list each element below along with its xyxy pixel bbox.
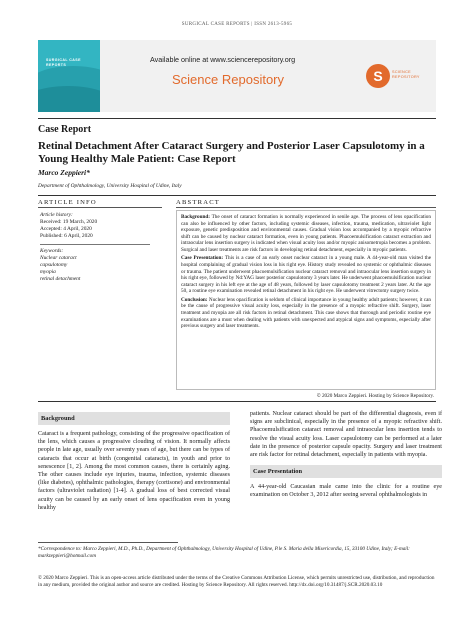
body-paragraph: Cataract is a frequent pathology, consisting of the progressive opacification of the lens, which causes a progressive clouding of vision. It normally affects people in late age, usually over seventy years of age, but there can be types of cataracts that occur at birth (congenital cataracts), in youth and prior to senescence [1, 2]. Among the most common causes, there is certainly aging. The other causes include eye injuries, trauma, infection, systemic diseases (like diabetes), ophthalmic pathologies, therapy (cortisone) and environmental factors (ultraviolet radiation) [1-4]. A gradual loss of best corrected visual acuity can be caused by an early onset of lens opacification even in young healthy [38,431,230,511]
received-date: Received: 19 March, 2020 [40,219,98,225]
abstract-case [181,255,431,295]
keyword: capsulotomy [40,261,68,268]
history-label: Article history: [40,212,73,218]
logo-wordmark: SCIENCE REPOSITORY [392,70,420,79]
author-name: Marco Zeppieri* [38,168,90,177]
conclusion-label: Conclusion: [181,296,208,303]
background-section-heading: Background [38,412,230,425]
author-affiliation: Department of Ophthalmology, University Hospital of Udine, Italy [38,183,182,189]
case-section-heading: Case Presentation [250,465,442,478]
cover-title: SURGICAL CASE REPORTS [46,58,81,67]
correspondence-footnote: *Correspondence to: Marco Zeppieri, M.D., Ph.D., Department of Ophthalmology, University Hospital of Udine, P.le S. Maria della Misericordia, 15, 33100 Udine, Italy; E-mail: markzeppieri@hotmail.com [38,546,410,559]
science-repository-logo-icon: S [366,64,390,88]
divider [38,207,162,208]
license-statement: © 2020 Marco Zeppieri. This is an open-access article distributed under the terms of the Creative Commons Attribution License, which permits unrestricted use, distribution, and reproduction in any medium, provided the original author and source are credited. Hosting by Science Repository. All rights reserved. http://dx.doi.org/10.31487/j.SCR.2020.03.10 [38,575,435,588]
keyword: myopia [40,268,56,275]
background-label: Background: [181,214,211,220]
body-left-column [38,412,230,515]
background-text: The onset of cataract formation is normally experienced in senile age. The process of lens opacification can also be influenced by other factors, including systemic diseases, infection, trauma, medication, ultraviolet light exposure, genetic predisposition and environmental causes. Gradual vision loss accompanied by a myopic refractive shift can be caused by nuclear cataract formation, even in young patients. Phacoemulsification cataract extraction and intraocular lens insertion surgery is indicated when visual acuity loss and/or myopic anisometropia becomes a problem. Surgical and laser treatments are risk factors in developing retinal detachment, especially in myopic patients. [181,214,431,253]
article-title: Retinal Detachment After Cataract Surgery and Posterior Laser Capsulotomy in a Young Healthy Male Patient: Case Report [38,140,425,165]
conclusion-text: Nuclear lens opacification is seldom of clinical importance in young healthy adult patients; however, it can be the cause of progressive visual acuity loss, especially in the presence of a myopic refractive shift. Surgery, laser treatment and myopia are all risk factors in retinal detachment. This case shows that thorough and periodic routine eye examinations are a must when dealing with patients with unexpected and atypical signs and symptoms, especially after previous surgery and laser treatments. [181,296,431,330]
article-info-panel [40,212,160,283]
abstract-conclusion [181,297,431,330]
article-type: Case Report [38,124,92,135]
keyword: retinal detachment [40,275,81,282]
body-paragraph: patients. Nuclear cataract should be part of the differential diagnosis, even if signs are subclinical, especially in the presence of a myopic refractive shift. Phacoemulsification cataract removal and intraocular lens insertion tends to resolve the visual acuity loss. Laser capsulotomy can be performed at a later date in the presence of posterior capsule opacity. Surgery and laser treatment are risk factor for retinal detachment, especially in patients with myopia. [250,411,442,459]
journal-cover-image [38,40,100,112]
availability-text: Available online at www.sciencerepository.org [150,55,296,64]
keywords-label: Keywords: [40,247,64,254]
divider [38,195,436,196]
accepted-date: Accepted: 4 April, 2020 [40,226,92,232]
journal-header: SURGICAL CASE REPORTS | ISSN 2613-5965 [181,22,293,27]
published-date: Published: 6 April, 2020 [40,233,93,239]
divider [176,207,436,208]
divider [38,118,436,119]
footnote-divider [38,542,178,543]
cover-wave-decoration [38,86,100,112]
body-right-column [250,410,442,503]
abstract-background [181,214,431,254]
case-text: This is a case of an early onset nuclear cataract in a young male. A 44-year-old man visited the hospital complaining of gradual vision loss in his right eye. History study revealed no systemic or ophthalmic diseases or trauma. The patient underwent phacoemulsification nuclear cataract removal and intraocular lens insertion surgery in his right eye, followed by Nd:YAG laser posterior capsulotomy 3 years later. He underwent phacoemulsification nuclear cataract surgery in his left eye at the age of 48 years, followed by laser capsulotomy treatment 2 years later. At the age 50, a routine eye examination revealed retinal detachment in his right eye. He underwent vitrectomy surgery twice. [181,255,432,295]
divider [40,244,150,245]
abstract-copyright: © 2020 Marco Zeppieri. Hosting by Science Repository. [316,393,434,399]
article-info-heading: ARTICLE INFO [38,199,97,206]
repository-name: Science Repository [172,72,284,87]
divider [38,401,436,402]
keyword: Nuclear cataract [40,254,77,261]
abstract-box [176,210,436,390]
case-label: Case Presentation: [181,255,224,262]
body-paragraph: A 44-year-old Caucasian male came into the clinic for a routine eye examination on October 3, 2012 after seeing several ophthalmologists in [250,484,442,499]
abstract-heading: ABSTRACT [176,199,221,206]
